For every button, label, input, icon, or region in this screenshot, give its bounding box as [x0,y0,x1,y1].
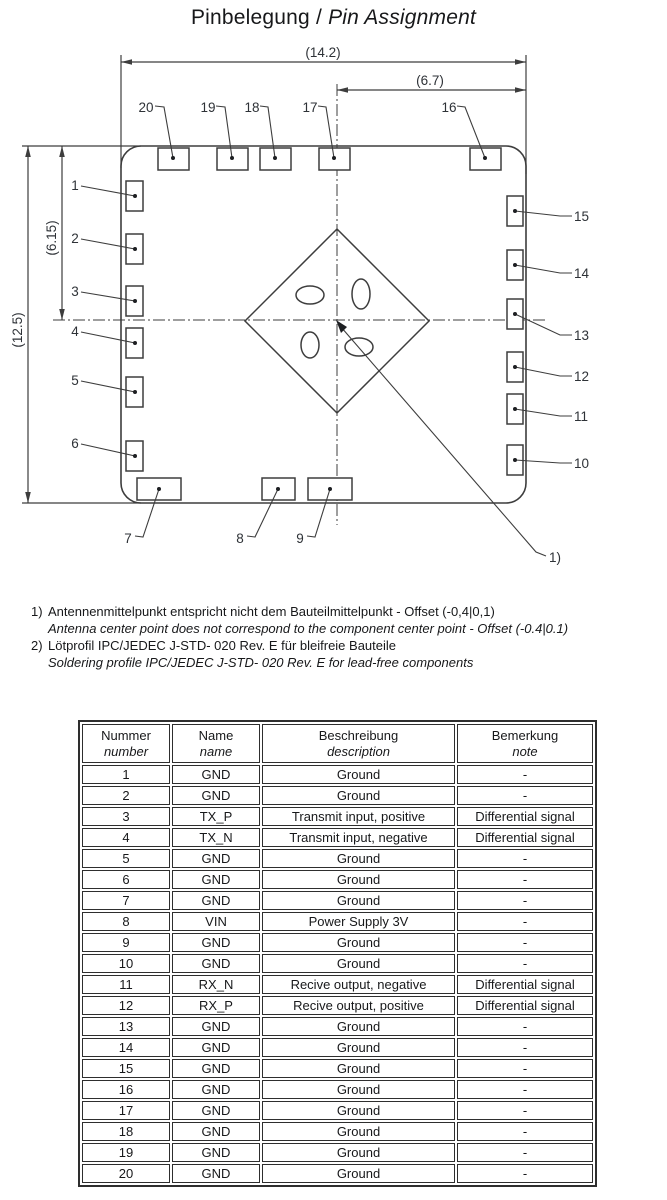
pin-label-17: 17 [302,100,318,115]
table-cell: GND [172,1038,260,1057]
column-header-de: Beschreibung [318,727,399,743]
pin-label-18: 18 [244,100,260,115]
footnotes [31,603,646,671]
column-header-name [172,724,260,763]
dim-label-height: (12.5) [10,312,25,348]
table-cell: RX_P [172,996,260,1015]
table-cell: 20 [82,1164,170,1183]
table-cell: 4 [82,828,170,847]
table-cell: Ground [262,870,455,889]
table-cell: Differential signal [457,996,593,1015]
table-cell: GND [172,1164,260,1183]
page-title-de: Pinbelegung [190,6,310,29]
table-cell: Ground [262,1038,455,1057]
table-cell: Ground [262,891,455,910]
table-cell: Power Supply 3V [262,912,455,931]
table-cell: - [457,912,593,931]
table-cell: Ground [262,1164,455,1183]
table-cell: Ground [262,786,455,805]
table-cell: GND [172,1017,260,1036]
table-row [82,996,593,1015]
table-cell: 5 [82,849,170,868]
antenna-slot [296,286,324,304]
table-cell: GND [172,870,260,889]
table-row [82,1143,593,1162]
pin-label-9: 9 [296,531,304,546]
table-cell: Ground [262,1017,455,1036]
table-cell: GND [172,933,260,952]
pin-assignment-drawing [0,42,667,585]
table-row [82,1122,593,1141]
pin-label-7: 7 [124,531,132,546]
table-cell: - [457,891,593,910]
footnote-ref: 2) [31,638,43,653]
table-cell: Differential signal [457,828,593,847]
table-row [82,786,593,805]
dimension-arrows [25,59,526,503]
table-cell: - [457,786,593,805]
column-header-description [262,724,455,763]
page-title [0,6,667,30]
table-cell: 15 [82,1059,170,1078]
table-cell: - [457,1080,593,1099]
table-cell: GND [172,1101,260,1120]
table-row [82,765,593,784]
table-cell: TX_P [172,807,260,826]
pin-label-3: 3 [71,284,79,299]
footnote-1-en: Antenna center point does not correspond to the component center point - Offset (-0.4|0.1) [48,621,569,636]
package-outline [121,146,526,503]
table-cell: Ground [262,849,455,868]
table-cell: - [457,1017,593,1036]
table-cell: RX_N [172,975,260,994]
pin-label-19: 19 [200,100,216,115]
table-cell: 9 [82,933,170,952]
table-row [82,1164,593,1183]
pin-label-16: 16 [441,100,457,115]
column-header-number [82,724,170,763]
antenna-note-ref-label: 1) [549,550,562,565]
table-cell: Ground [262,1080,455,1099]
table-row [82,891,593,910]
table-cell: GND [172,849,260,868]
table-row [82,1017,593,1036]
table-cell: - [457,870,593,889]
table-cell: GND [172,891,260,910]
table-row [82,870,593,889]
column-header-de: Nummer [101,727,151,743]
footnote-2-en: Soldering profile IPC/JEDEC J-STD- 020 Rev. E for lead-free components [48,655,474,670]
table-cell: Transmit input, negative [262,828,455,847]
column-header-de: Bemerkung [491,727,559,743]
table-cell: - [457,1059,593,1078]
page-title-separator: / [316,6,323,29]
table-cell: Ground [262,765,455,784]
table-row [82,933,593,952]
table-cell: Ground [262,954,455,973]
table-cell: 19 [82,1143,170,1162]
table-cell: 3 [82,807,170,826]
page-title-en: Pin Assignment [328,6,477,29]
table-row [82,828,593,847]
table-cell: 7 [82,891,170,910]
table-cell: - [457,1038,593,1057]
table-cell: TX_N [172,828,260,847]
table-cell: - [457,954,593,973]
table-cell: GND [172,1122,260,1141]
column-header-en: name [199,743,233,759]
table-row [82,849,593,868]
table-cell: 14 [82,1038,170,1057]
table-header-row [82,724,593,763]
table-cell: GND [172,1080,260,1099]
dim-label-right-half: (6.7) [416,73,444,88]
pin-label-4: 4 [71,324,79,339]
table-row [82,1080,593,1099]
antenna-center-arrow [336,320,347,333]
table-cell: - [457,1101,593,1120]
table-cell: Differential signal [457,975,593,994]
footnote-1-de [31,603,646,620]
table-row [82,912,593,931]
table-cell: Ground [262,1059,455,1078]
table-cell: Ground [262,1101,455,1120]
table-cell: 16 [82,1080,170,1099]
table-cell: GND [172,765,260,784]
pin-label-11: 11 [574,409,589,424]
pin-label-10: 10 [574,456,590,471]
table-cell: GND [172,1143,260,1162]
table-cell: 8 [82,912,170,931]
column-header-note [457,724,593,763]
table-cell: Recive output, negative [262,975,455,994]
table-cell: - [457,1143,593,1162]
table-cell: 10 [82,954,170,973]
pin-label-15: 15 [574,209,590,224]
pin-table-body [82,765,593,1183]
table-cell: - [457,1122,593,1141]
table-row [82,975,593,994]
pin-label-2: 2 [71,231,79,246]
dim-label-upper-left-half: (6.15) [44,220,59,256]
table-cell: 12 [82,996,170,1015]
pin-label-12: 12 [574,369,590,384]
table-cell: 11 [82,975,170,994]
table-row [82,1038,593,1057]
pin-table [78,720,597,1187]
pin-label-13: 13 [574,328,590,343]
table-cell: - [457,849,593,868]
footnote-text-de: Antennenmittelpunkt entspricht nicht dem Bauteilmittelpunkt - Offset (-0,4|0,1) [48,604,495,619]
pin-label-14: 14 [574,266,590,281]
table-row [82,954,593,973]
table-cell: - [457,1164,593,1183]
table-cell: - [457,765,593,784]
table-row [82,807,593,826]
table-cell: GND [172,954,260,973]
table-cell: Transmit input, positive [262,807,455,826]
table-cell: 6 [82,870,170,889]
antenna-slot [352,279,370,309]
table-cell: 13 [82,1017,170,1036]
pin-label-8: 8 [236,531,244,546]
footnote-ref: 1) [31,604,43,619]
table-cell: GND [172,786,260,805]
table-row [82,1059,593,1078]
footnote-2-de [31,637,646,654]
column-header-en: note [512,743,538,759]
dim-label-width: (14.2) [305,45,341,60]
table-cell: 18 [82,1122,170,1141]
column-header-de: Name [198,727,234,743]
table-cell: 17 [82,1101,170,1120]
table-cell: Recive output, positive [262,996,455,1015]
table-cell: Ground [262,933,455,952]
table-cell: 1 [82,765,170,784]
column-header-en: number [103,743,149,759]
table-cell: 2 [82,786,170,805]
table-cell: Ground [262,1143,455,1162]
pin-label-1: 1 [71,178,79,193]
table-cell: Ground [262,1122,455,1141]
pin-label-6: 6 [71,436,79,451]
table-cell: - [457,933,593,952]
antenna-slot [301,332,319,358]
pin-label-20: 20 [138,100,154,115]
pad-dots [133,156,517,491]
footnote-text-de: Lötprofil IPC/JEDEC J-STD- 020 Rev. E für bleifreie Bauteile [48,638,397,653]
table-cell: GND [172,1059,260,1078]
pin-label-5: 5 [71,373,79,388]
column-header-en: description [327,743,390,759]
table-cell: Differential signal [457,807,593,826]
table-row [82,1101,593,1120]
table-cell: VIN [172,912,260,931]
